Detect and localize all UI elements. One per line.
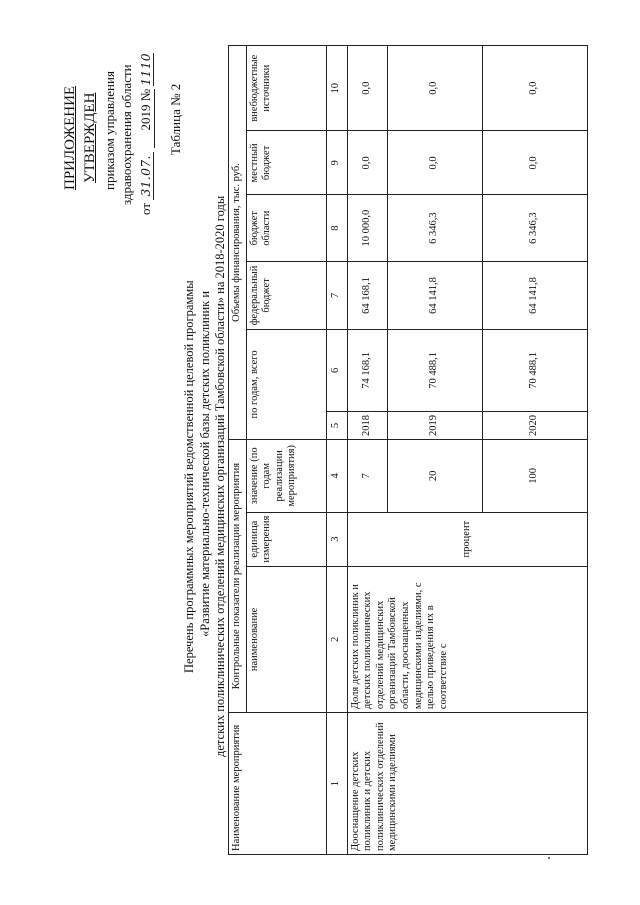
regional-cell: 6 346,3 <box>387 195 482 262</box>
approved-label: УТВЕРЖДЕН <box>82 92 98 183</box>
funding-table <box>228 45 588 855</box>
order-year: 2019 № <box>138 89 155 149</box>
indicator-value: 7 <box>347 439 387 512</box>
doc-title-line-1: Перечень программных мероприятий ведомственной целевой программы <box>182 280 196 673</box>
indicator-cell: Доля детских поликлиник и детских поликлинических отделений медицинских организаций Тамбовской области, дооснащенных медицинскими изделиями, с целью приведения их в соответствие с <box>347 566 587 713</box>
order-line: приказом управления <box>102 71 117 190</box>
column-number: 2 <box>326 566 347 713</box>
federal-cell: 64 141,8 <box>387 261 482 329</box>
federal-cell: 64 141,8 <box>482 261 587 329</box>
activity-cell: Дооснащение детских поликлиник и детских поликлинических отделений медицинскими изделиями <box>347 713 587 855</box>
total-cell: 70 488,1 <box>482 329 587 411</box>
total-cell: 74 168,1 <box>347 329 387 411</box>
date-prefix: от <box>138 202 153 215</box>
year-cell: 2018 <box>347 411 387 439</box>
column-number: 5 <box>326 411 347 439</box>
column-number: 8 <box>326 195 347 262</box>
header-unit: единица измерения <box>246 512 326 566</box>
scan-speck <box>548 857 550 859</box>
header-value: значение (по годам реализации мероприятия) <box>246 439 326 512</box>
local-cell: 0,0 <box>387 131 482 195</box>
header-row-1 <box>229 46 247 855</box>
column-number: 9 <box>326 131 347 195</box>
appendix-title: ПРИЛОЖЕНИЕ <box>62 85 78 190</box>
column-number: 7 <box>326 261 347 329</box>
handwritten-date: 31.07. <box>139 152 154 200</box>
indicator-value: 20 <box>387 439 482 512</box>
order-date-line <box>138 53 155 215</box>
header-activity-name: Наименование мероприятия <box>229 713 327 855</box>
dept-line: здравоохранения области <box>119 64 134 205</box>
column-number: 3 <box>326 512 347 566</box>
total-cell: 70 488,1 <box>387 329 482 411</box>
table-row <box>347 46 387 855</box>
header-indicator-name: наименование <box>246 566 326 713</box>
header-extra: внебюджетные источники <box>246 46 326 131</box>
local-cell: 0,0 <box>482 131 587 195</box>
doc-title-line-3: детских поликлинических отделений медицинских организаций Тамбовской области» на 2018-2020 годы <box>213 195 227 757</box>
header-funding-group: Объемы финансирования, тыс. руб. <box>229 46 247 440</box>
federal-cell: 64 168,1 <box>347 261 387 329</box>
column-number: 4 <box>326 439 347 512</box>
table-label: Таблица № 2 <box>168 83 183 155</box>
column-number: 1 <box>326 713 347 855</box>
handwritten-number: 1110 <box>139 53 153 86</box>
unit-cell: процент <box>347 512 587 566</box>
extra-cell: 0,0 <box>482 46 587 131</box>
header-federal: федеральный бюджет <box>246 261 326 329</box>
header-local: местный бюджет <box>246 131 326 195</box>
doc-title-line-2: «Развитие материально-технической базы детских поликлиник и <box>198 290 212 637</box>
extra-cell: 0,0 <box>387 46 482 131</box>
header-by-year: по годам, всего <box>246 329 326 439</box>
local-cell: 0,0 <box>347 131 387 195</box>
column-number-row <box>326 46 347 855</box>
header-regional: бюджет области <box>246 195 326 262</box>
header-indicators-group: Контрольные показатели реализации мероприятия <box>229 439 247 712</box>
year-cell: 2019 <box>387 411 482 439</box>
year-cell: 2020 <box>482 411 587 439</box>
column-number: 6 <box>326 329 347 411</box>
column-number: 10 <box>326 46 347 131</box>
regional-cell: 6 346,3 <box>482 195 587 262</box>
regional-cell: 10 000,0 <box>347 195 387 262</box>
indicator-value: 100 <box>482 439 587 512</box>
extra-cell: 0,0 <box>347 46 387 131</box>
